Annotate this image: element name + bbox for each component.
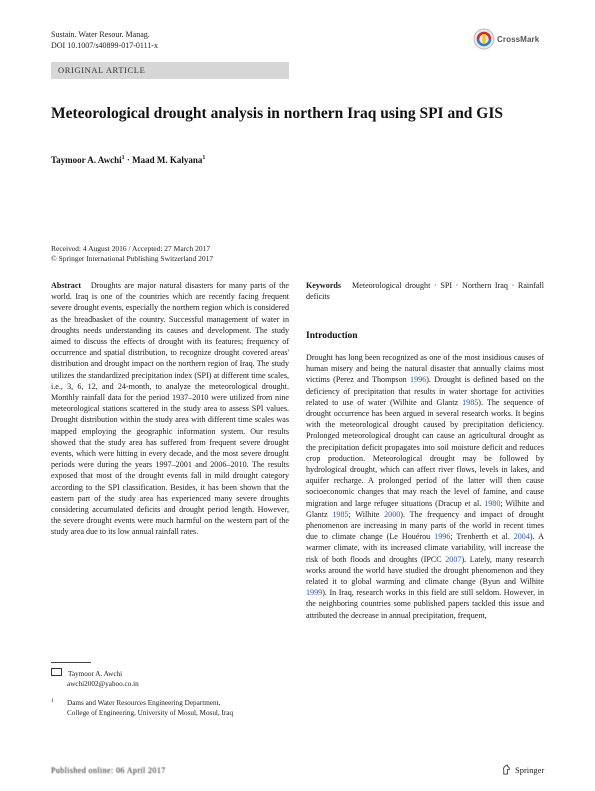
affiliation-line: Dams and Water Resources Engineering Department, <box>67 699 221 707</box>
keywords-label: Keywords <box>306 281 342 290</box>
citation-link[interactable]: 2004 <box>513 532 530 542</box>
affiliation <box>51 699 233 718</box>
crossmark-icon <box>473 28 495 50</box>
copyright-line: © Springer International Publishing Switzerland 2017 <box>51 253 214 263</box>
journal-header <box>51 30 158 51</box>
abstract-text: Droughts are major natural disasters for many parts of the world. Iraq is one of the countries which are recently facing frequent severe drought events, especially the northern region which is considered as the breadbasket of the country. Successful management of water in droughts needs understanding its causes and development. The study aimed to discuss the effects of drought with its features; frequency of occurrence and spatial distribution, to recognize drought covered areas' distribution and drought impact on the northern region of Iraq. The study utilizes the standardized precipitation index (SPI) at different time scales, i.e., 3, 6, 12, and 24-month, to analyze the meteorological drought. Monthly rainfall data for the period 1937–2010 were utilized from nine meteorological stations scattered in the study area to assess SPI values. Drought distribution within the study area with different time scales was mapped employing the geographic information system. Our results showed that the study area has suffered from frequent severe drought events, which were hitting in every decade, and the most severe drought periods were during the years 1997–2001 and 2006–2010. The results exposed that most of the drought events fall in mild drought category according to the SPI classification. Besides, it has been shown that the eastern part of the study area has experienced many severe droughts considering accumulated deficits and drought period length. However, the severe drought events were much harmful on the western part of the study area due to its low annual rainfall rates. <box>51 281 289 537</box>
intro-text-run: ; Trenberth et al. <box>450 532 514 542</box>
dates-block <box>51 244 213 263</box>
intro-text-run: ). The sequence of drought occurrence has been argued in several research works. It begins with the meteorological drought caused by precipitation deficiency. Prolonged meteorological drought can cause an agricultural drought as the precipitation deficit propagates into soil moisture deficit and reduces crop production. Meteorological drought may be followed by hydrological drought, which can affect river flows, levels in lakes, and aquifer recharge. A prolonged period of the latter will then cause socioeconomic changes that may reach the level of famine, and cause migration and large refugee situations (Dracup et al. <box>306 397 544 508</box>
intro-text-run: ). A warmer climate, with its increased climate variability, will increase the risk of both floods and droughts (IPCC <box>306 532 544 564</box>
intro-text-run: ). In Iraq, research works in this field are still seldom. However, in the neighboring countries some published papers tackled this issue and attributed the decrease in annual precipitation, frequent, <box>306 588 544 620</box>
citation-link[interactable]: 1999 <box>306 588 323 598</box>
introduction-heading: Introduction <box>306 331 358 341</box>
citation-link[interactable]: 1996 <box>434 532 451 542</box>
affiliation-number: 1 <box>51 698 54 704</box>
correspondence <box>51 668 139 689</box>
journal-name: Sustain. Water Resour. Manag. <box>51 30 150 39</box>
crossmark-label: CrossMark <box>497 34 540 44</box>
footnote-rule <box>51 662 91 663</box>
intro-text-run: Drought has long been recognized as one of the most insidious causes of human misery and being the natural disaster that annually claims most victims (Perez and Thompson <box>306 353 544 385</box>
intro-text-run: ; Wilhite and Glantz <box>306 498 544 519</box>
envelope-icon <box>51 668 62 676</box>
keywords <box>306 280 544 302</box>
author-name[interactable]: Maad M. Kalyana <box>132 155 203 165</box>
citation-link[interactable]: 1985 <box>332 509 349 519</box>
crossmark-badge[interactable] <box>473 27 553 51</box>
received-accepted-dates: Received: 4 August 2016 / Accepted: 27 March 2017 <box>51 244 211 253</box>
abstract-label: Abstract <box>51 281 82 290</box>
abstract <box>51 280 289 538</box>
author-affil-marker: 1 <box>202 155 206 161</box>
author-separator: · <box>124 155 133 165</box>
article-type: ORIGINAL ARTICLE <box>58 65 146 75</box>
publisher-name: Springer <box>515 764 545 775</box>
intro-text-run: ). Drought is defined based on the deficiency of precipitation that results in water shortage for activities related to use of water (Wilhite and Glantz <box>306 375 544 407</box>
published-online: Published online: 06 April 2017 <box>51 766 166 775</box>
springer-logo <box>501 764 544 775</box>
citation-link[interactable]: 2007 <box>445 554 462 564</box>
citation-link[interactable]: 1996 <box>410 375 427 385</box>
intro-text-run: ). Lately, many research works around the world have studied the drought phenomenon and they related it to global warming and climate change (Byun and Wilhite <box>306 554 544 587</box>
affiliation-line: College of Engineering, University of Mosul, Mosul, Iraq <box>67 708 234 717</box>
citation-link[interactable]: 1985 <box>462 397 479 407</box>
paper-title: Meteorological drought analysis in northern Iraq using SPI and GIS <box>51 105 504 122</box>
springer-horse-icon <box>501 764 512 775</box>
intro-text-run: ). The frequency and impact of drought phenomenon are increasing in many parts of the world in recent times due to climate change (Le Houérou <box>306 509 544 542</box>
author-affil-marker: 1 <box>121 155 125 161</box>
citation-link[interactable]: 1980 <box>484 498 501 508</box>
author-list <box>51 155 205 165</box>
author-email[interactable]: awchi2002@yahoo.co.in <box>67 679 139 688</box>
intro-text-run: ; Wilhite <box>348 509 385 519</box>
corresponding-author: Taymoor A. Awchi <box>68 670 123 678</box>
introduction-text <box>306 352 544 621</box>
doi[interactable]: DOI 10.1007/s40899-017-0111-x <box>51 40 158 50</box>
citation-link[interactable]: 2000 <box>384 509 401 519</box>
author-name[interactable]: Taymoor A. Awchi <box>51 155 122 165</box>
keywords-text: Meteorological drought · SPI · Northern Iraq · Rainfall deficits <box>306 281 544 302</box>
